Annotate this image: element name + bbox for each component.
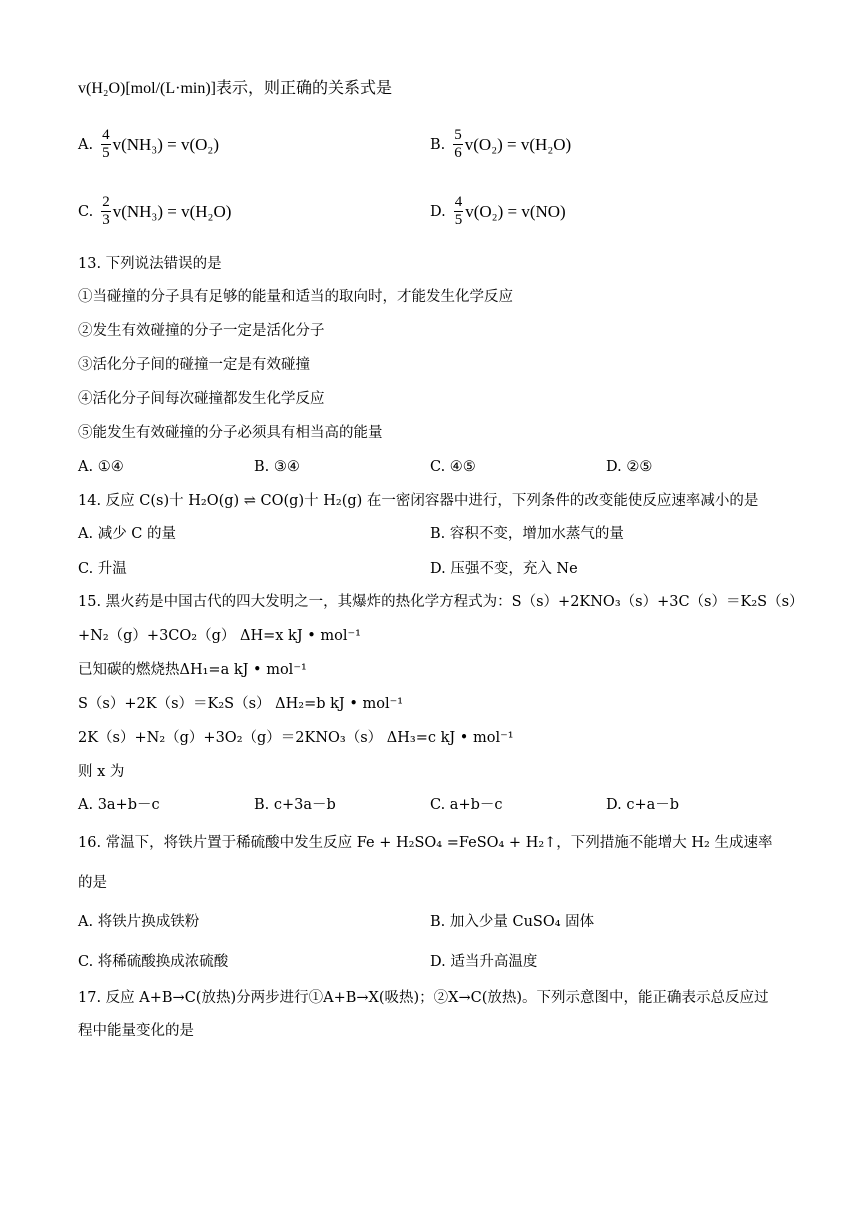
q12-option-d-label: D. bbox=[430, 203, 446, 220]
q12-option-c bbox=[78, 194, 231, 229]
q12-option-b-label: B. bbox=[430, 136, 446, 153]
q17-stem: 17. 反应 A+B→C(放热)分两步进行①A+B→X(吸热)；②X→C(放热)。下列示意图中，能正确表示总反应过 bbox=[78, 990, 769, 1006]
q12-option-a-label: A. bbox=[78, 136, 94, 153]
q15-stem: 15. 黑火药是中国古代的四大发明之一，其爆炸的热化学方程式为：S（s）+2KNO₃（s）+3C（s）＝K₂S（s） bbox=[78, 594, 804, 610]
q16-option-a: A. 将铁片换成铁粉 bbox=[78, 914, 200, 930]
q15-option-c: C. a+b－c bbox=[430, 797, 503, 813]
q13-option-c: C. ④⑤ bbox=[430, 459, 476, 475]
q12-option-b bbox=[430, 127, 571, 162]
q12-option-c-label: C. bbox=[78, 203, 94, 220]
q12-option-d bbox=[430, 194, 566, 229]
q12-option-b-fraction: $\frac{5}{6}$ bbox=[454, 127, 462, 161]
q12-option-a-expr: v(NH₃) = v(O₂) bbox=[112, 134, 220, 154]
q14-option-b: B. 容积不变，增加水蒸气的量 bbox=[430, 526, 624, 542]
q16-option-b: B. 加入少量 CuSO₄ 固体 bbox=[430, 914, 595, 930]
q13-stem: 13. 下列说法错误的是 bbox=[78, 256, 222, 272]
q15-option-b: B. c+3a－b bbox=[254, 797, 336, 813]
q14-option-a: A. 减少 C 的量 bbox=[78, 526, 177, 542]
question-intro-tail: v(H₂O)[mol/(L·min)]表示，则正确的关系式是 bbox=[78, 80, 392, 97]
q15-prompt: 则 x 为 bbox=[78, 764, 125, 780]
q12-option-b-expr: v(O₂) = v(H₂O) bbox=[464, 134, 572, 154]
q12-option-c-fraction: $\frac{2}{3}$ bbox=[102, 194, 110, 228]
q13-option-d: D. ②⑤ bbox=[606, 459, 653, 475]
q14-option-d: D. 压强不变，充入 Ne bbox=[430, 561, 578, 577]
q16-option-d: D. 适当升高温度 bbox=[430, 954, 538, 970]
q14-option-c: C. 升温 bbox=[78, 561, 127, 577]
q12-option-a-fraction: $\frac{4}{5}$ bbox=[102, 127, 110, 161]
q13-statement-2: ②发生有效碰撞的分子一定是活化分子 bbox=[78, 323, 325, 339]
q15-stem-continued: +N₂（g）+3CO₂（g） ΔH=x kJ • mol⁻¹ bbox=[78, 628, 361, 644]
q14-stem: 14. 反应 C(s)十 H₂O(g) ⇌ CO(g)十 H₂(g) 在一密闭容器中进行，下列条件的改变能使反应速率减小的是 bbox=[78, 493, 759, 509]
q12-option-d-fraction: $\frac{4}{5}$ bbox=[454, 194, 463, 228]
q15-option-a: A. 3a+b－c bbox=[78, 797, 160, 813]
q15-given-2: S（s）+2K（s）＝K₂S（s） ΔH₂=b kJ • mol⁻¹ bbox=[78, 696, 404, 712]
q13-statement-4: ④活化分子间每次碰撞都发生化学反应 bbox=[78, 391, 325, 407]
q15-given-1: 已知碳的燃烧热ΔH₁=a kJ • mol⁻¹ bbox=[78, 662, 307, 678]
q16-option-c: C. 将稀硫酸换成浓硫酸 bbox=[78, 954, 229, 970]
q16-stem: 16. 常温下，将铁片置于稀硫酸中发生反应 Fe + H₂SO₄ =FeSO₄ + H₂↑，下列措施不能增大 H₂ 生成速率 bbox=[78, 835, 773, 851]
q13-option-b: B. ③④ bbox=[254, 459, 300, 475]
q15-given-3: 2K（s）+N₂（g）+3O₂（g）＝2KNO₃（s） ΔH₃=c kJ • mol⁻¹ bbox=[78, 730, 514, 746]
q12-option-d-expr: v(O₂) = v(NO) bbox=[465, 201, 566, 221]
q12-option-c-expr: v(NH₃) = v(H₂O) bbox=[112, 201, 232, 221]
q13-option-a: A. ①④ bbox=[78, 459, 124, 475]
q13-statement-1: ①当碰撞的分子具有足够的能量和适当的取向时，才能发生化学反应 bbox=[78, 289, 513, 305]
q15-option-d: D. c+a－b bbox=[606, 797, 680, 813]
q16-stem-continued: 的是 bbox=[78, 875, 107, 891]
q13-statement-3: ③活化分子间的碰撞一定是有效碰撞 bbox=[78, 357, 310, 373]
q12-option-a bbox=[78, 127, 219, 162]
q17-stem-continued: 程中能量变化的是 bbox=[78, 1023, 194, 1039]
q13-statement-5: ⑤能发生有效碰撞的分子必须具有相当高的能量 bbox=[78, 425, 383, 441]
